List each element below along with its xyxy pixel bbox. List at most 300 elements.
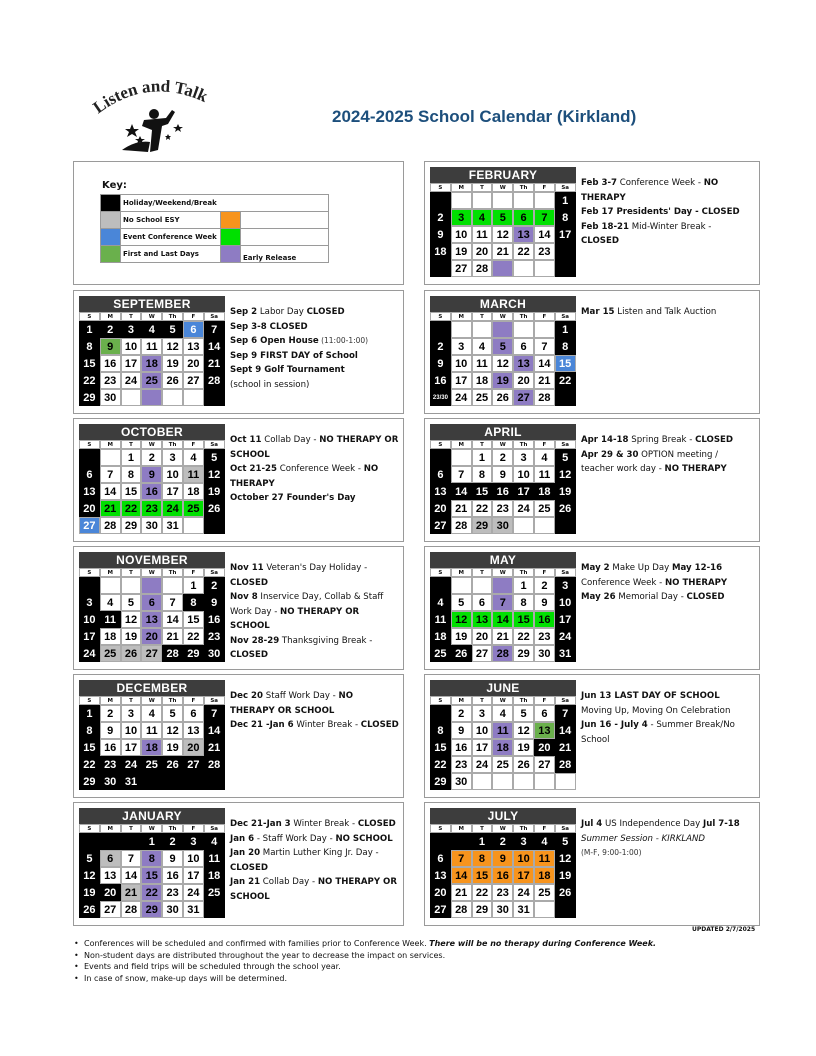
month-panel-june [424, 674, 760, 798]
note-text: Make Up Day [609, 563, 672, 573]
day-cell: 24 [79, 645, 100, 662]
weekday-header: S [430, 696, 451, 705]
weekday-header: M [451, 568, 472, 577]
day-cell: 3 [451, 209, 472, 226]
day-cell: 18 [141, 739, 162, 756]
day-cell: 6 [430, 466, 451, 483]
day-cell: 18 [472, 372, 493, 389]
weekday-header: S [430, 312, 451, 321]
day-cell: 28 [555, 756, 576, 773]
note-line [230, 875, 400, 904]
weekday-header: W [492, 312, 513, 321]
day-cell: 9 [492, 466, 513, 483]
day-cell: 23 [451, 756, 472, 773]
footnote: • Non-student days are distributed throughout the year to decrease the impact on services. [74, 950, 774, 962]
key-blank-2 [241, 229, 329, 246]
day-cell: 13 [472, 611, 493, 628]
month-panel-january [73, 802, 404, 926]
day-cell [204, 773, 225, 790]
note-bold: Apr 14-18 [581, 435, 629, 445]
day-cell [513, 773, 534, 790]
weekday-header: S [430, 824, 451, 833]
month-calendar [79, 680, 225, 790]
day-cell: 15 [141, 867, 162, 884]
day-cell: 10 [121, 338, 142, 355]
day-cell: 15 [430, 739, 451, 756]
day-cell: 25 [492, 756, 513, 773]
day-cell: 5 [79, 850, 100, 867]
day-cell: 21 [555, 739, 576, 756]
month-notes [230, 817, 400, 904]
day-cell: 6 [183, 321, 204, 338]
day-cell: 13 [100, 867, 121, 884]
day-cell: 15 [121, 483, 142, 500]
day-cell [430, 577, 451, 594]
day-cell: 19 [79, 884, 100, 901]
note-bold: Dec 20 [230, 691, 264, 701]
month-panel-december [73, 674, 404, 798]
weekday-header: Sa [204, 312, 225, 321]
day-cell: 14 [451, 867, 472, 884]
note-line [230, 334, 400, 349]
day-cell: 7 [451, 850, 472, 867]
day-cell: 11 [100, 611, 121, 628]
day-cell: 9 [141, 466, 162, 483]
day-cell: 2 [141, 449, 162, 466]
day-cell: 13 [183, 338, 204, 355]
day-cell: 9 [430, 226, 451, 243]
note-bold2: NO THERAPY [664, 464, 727, 474]
note-bold: May 26 [581, 592, 616, 602]
day-cell: 24 [162, 500, 183, 517]
logo [92, 80, 212, 158]
day-cell: 19 [451, 243, 472, 260]
day-cell: 21 [492, 628, 513, 645]
day-cell [162, 577, 183, 594]
weekday-header: T [472, 183, 493, 192]
day-cell: 14 [162, 611, 183, 628]
month-grid [430, 440, 576, 534]
month-title: JANUARY [79, 808, 225, 824]
day-cell [472, 192, 493, 209]
day-cell: 20 [472, 243, 493, 260]
note-line [230, 349, 400, 364]
day-cell: 31 [121, 773, 142, 790]
day-cell: 23 [100, 372, 121, 389]
day-cell: 17 [183, 867, 204, 884]
weekday-header: T [472, 824, 493, 833]
day-cell: 12 [451, 611, 472, 628]
day-cell [555, 901, 576, 918]
day-cell: 1 [513, 577, 534, 594]
month-title: SEPTEMBER [79, 296, 225, 312]
day-cell: 3 [79, 594, 100, 611]
weekday-header: M [100, 568, 121, 577]
day-cell: 12 [121, 611, 142, 628]
note-bold: Dec 21 -Jan 6 [230, 720, 294, 730]
note-text: Thanksgiving Break - [279, 635, 373, 646]
day-cell: 20 [79, 500, 100, 517]
day-cell: 26 [204, 500, 225, 517]
day-cell [451, 192, 472, 209]
note-bold: Nov 28-29 [230, 635, 280, 646]
day-cell: 31 [183, 901, 204, 918]
day-cell: 22 [430, 756, 451, 773]
note-bold2: NO THERAPY OR SCHOOL [230, 691, 354, 716]
day-cell: 4 [472, 209, 493, 226]
day-cell [162, 773, 183, 790]
day-cell: 28 [100, 517, 121, 534]
day-cell: 26 [451, 645, 472, 662]
day-cell: 16 [492, 867, 513, 884]
day-cell [79, 577, 100, 594]
day-cell: 25 [534, 884, 555, 901]
month-calendar [79, 808, 225, 918]
day-cell: 27 [534, 756, 555, 773]
month-panel-february [424, 161, 760, 285]
day-cell: 22 [555, 372, 576, 389]
day-cell: 10 [555, 594, 576, 611]
day-cell: 28 [204, 756, 225, 773]
day-cell: 25 [534, 500, 555, 517]
weekday-header: F [534, 183, 555, 192]
day-cell: 16 [492, 483, 513, 500]
day-cell: 10 [79, 611, 100, 628]
day-cell: 6 [430, 850, 451, 867]
month-title: APRIL [430, 424, 576, 440]
footnote: • Events and field trips will be scheduled through the school year. [74, 961, 774, 973]
note-line [230, 689, 400, 718]
day-cell: 18 [534, 867, 555, 884]
note-line [230, 718, 400, 733]
key-conference-label: Event Conference Week [121, 229, 221, 246]
day-cell: 1 [79, 321, 100, 338]
day-cell: 17 [121, 739, 142, 756]
day-cell [492, 260, 513, 277]
month-calendar [430, 424, 576, 534]
day-cell: 9 [451, 722, 472, 739]
note-bold: Mar 15 [581, 307, 615, 317]
day-cell: 28 [121, 901, 142, 918]
day-cell: 22 [79, 756, 100, 773]
day-cell: 12 [162, 722, 183, 739]
month-calendar [430, 167, 576, 277]
note-text: Spring Break - [628, 435, 696, 445]
day-cell: 27 [430, 517, 451, 534]
note-italic: Summer Session - KIRKLAND [581, 833, 706, 844]
day-cell: 12 [555, 466, 576, 483]
note-bold: Jan 6 [230, 833, 255, 844]
note-sub: (11:00-1:00) [318, 336, 369, 345]
month-panel-october [73, 418, 404, 542]
weekday-header: S [79, 568, 100, 577]
day-cell: 18 [534, 483, 555, 500]
weekday-header: T [121, 824, 142, 833]
day-cell: 1 [141, 833, 162, 850]
swatch-green [221, 229, 241, 246]
day-cell: 2 [100, 705, 121, 722]
day-cell: 17 [513, 867, 534, 884]
day-cell: 24 [513, 500, 534, 517]
day-cell [555, 389, 576, 406]
month-title: OCTOBER [79, 424, 225, 440]
weekday-header: Th [513, 440, 534, 449]
day-cell: 13 [513, 355, 534, 372]
weekday-header: S [430, 440, 451, 449]
note-bold: Feb 18-21 [581, 221, 629, 232]
day-cell: 3 [451, 338, 472, 355]
note-text: Mid-Winter Break - [628, 221, 712, 232]
day-cell: 7 [534, 209, 555, 226]
day-cell: 13 [183, 722, 204, 739]
note-bold2: CLOSED [360, 720, 399, 730]
weekday-header: T [121, 568, 142, 577]
day-cell: 19 [492, 372, 513, 389]
note-text: Conference Week - [277, 464, 364, 474]
note-bold: Feb 3-7 [581, 178, 618, 188]
note-bold: Nov 11 [230, 563, 264, 573]
day-cell [534, 901, 555, 918]
day-cell: 6 [79, 466, 100, 483]
updated-label: UPDATED 2/7/2025 [692, 926, 756, 933]
swatch-holiday [101, 195, 121, 212]
day-cell [183, 389, 204, 406]
note-text: - Summer Break/No School [581, 720, 735, 745]
day-cell: 18 [430, 628, 451, 645]
note-text: Winter Break - [290, 819, 358, 829]
day-cell [204, 389, 225, 406]
month-calendar [79, 552, 225, 662]
key-table [100, 194, 329, 263]
note-text: (school in session) [230, 379, 310, 390]
swatch-early-release [221, 246, 241, 263]
day-cell [430, 449, 451, 466]
day-cell: 1 [555, 321, 576, 338]
footnote: • Conferences will be scheduled and confirmed with families prior to Conference Week. There will be no therapy during Conference Week. [74, 938, 774, 950]
day-cell: 7 [534, 338, 555, 355]
weekday-header: W [492, 824, 513, 833]
day-cell: 23 [141, 500, 162, 517]
note-bold2: CLOSED [686, 592, 725, 602]
day-cell: 25 [141, 372, 162, 389]
note-bold2: NO THERAPY OR SCHOOL [230, 606, 360, 631]
note-text: Conference Week - [581, 577, 665, 588]
day-cell: 16 [204, 611, 225, 628]
weekday-header: W [141, 824, 162, 833]
day-cell: 5 [162, 321, 183, 338]
note-line [581, 718, 751, 747]
day-cell: 11 [141, 722, 162, 739]
day-cell: 3 [513, 449, 534, 466]
weekday-header: F [183, 312, 204, 321]
day-cell: 30 [492, 901, 513, 918]
day-cell: 5 [555, 833, 576, 850]
day-cell: 21 [451, 884, 472, 901]
day-cell: 25 [141, 756, 162, 773]
day-cell: 3 [472, 705, 493, 722]
day-cell: 19 [555, 867, 576, 884]
note-line [581, 832, 751, 847]
weekday-header: Th [162, 568, 183, 577]
day-cell: 25 [100, 645, 121, 662]
note-line [581, 433, 751, 448]
day-cell: 10 [472, 722, 493, 739]
day-cell: 1 [472, 833, 493, 850]
day-cell [451, 833, 472, 850]
month-calendar [430, 808, 576, 918]
day-cell: 30 [100, 773, 121, 790]
day-cell: 3 [121, 705, 142, 722]
note-line [581, 576, 751, 591]
day-cell: 8 [79, 722, 100, 739]
weekday-header: Sa [555, 183, 576, 192]
day-cell: 4 [100, 594, 121, 611]
day-cell: 9 [204, 594, 225, 611]
weekday-header: F [534, 440, 555, 449]
day-cell: 16 [430, 372, 451, 389]
note-bold2: NO THERAPY OR SCHOOL [230, 877, 397, 902]
day-cell: 11 [183, 466, 204, 483]
day-cell: 15 [555, 355, 576, 372]
month-panel-november [73, 546, 404, 670]
day-cell: 28 [451, 901, 472, 918]
key-panel [73, 161, 404, 285]
note-text: Moving Up, Moving On Celebration [581, 705, 731, 716]
weekday-header: Sa [555, 696, 576, 705]
day-cell: 15 [472, 867, 493, 884]
note-line [581, 704, 751, 719]
day-cell [534, 260, 555, 277]
day-cell: 4 [430, 594, 451, 611]
day-cell: 19 [555, 483, 576, 500]
day-cell: 17 [451, 372, 472, 389]
note-bold2: CLOSED [230, 577, 268, 588]
note-line [581, 846, 751, 861]
day-cell: 11 [534, 466, 555, 483]
day-cell: 6 [141, 594, 162, 611]
day-cell: 23 [492, 884, 513, 901]
day-cell: 11 [472, 355, 493, 372]
weekday-header: M [451, 183, 472, 192]
day-cell: 5 [451, 594, 472, 611]
weekday-header: T [121, 312, 142, 321]
day-cell: 28 [162, 645, 183, 662]
month-grid [79, 568, 225, 662]
day-cell: 7 [492, 594, 513, 611]
note-line [230, 817, 400, 832]
day-cell: 3 [555, 577, 576, 594]
day-cell [472, 577, 493, 594]
day-cell: 27 [183, 756, 204, 773]
day-cell: 30 [534, 645, 555, 662]
day-cell: 22 [121, 500, 142, 517]
day-cell [121, 389, 142, 406]
weekday-header: W [141, 440, 162, 449]
day-cell [100, 577, 121, 594]
day-cell [451, 449, 472, 466]
note-text: Veteran's Day Holiday - [263, 563, 368, 573]
weekday-header: Th [513, 824, 534, 833]
day-cell: 4 [472, 338, 493, 355]
footnotes [74, 938, 774, 984]
weekday-header: W [141, 312, 162, 321]
day-cell: 28 [204, 372, 225, 389]
weekday-header: M [451, 696, 472, 705]
month-title: DECEMBER [79, 680, 225, 696]
day-cell: 12 [204, 466, 225, 483]
day-cell: 5 [513, 705, 534, 722]
day-cell: 14 [492, 611, 513, 628]
weekday-header: T [472, 696, 493, 705]
day-cell [430, 833, 451, 850]
weekday-header: W [492, 568, 513, 577]
day-cell: 2 [430, 209, 451, 226]
day-cell: 7 [121, 850, 142, 867]
day-cell: 13 [513, 226, 534, 243]
weekday-header: Sa [555, 568, 576, 577]
note-bold: October 27 Founder's Day [230, 493, 356, 503]
day-cell: 25 [183, 500, 204, 517]
day-cell: 28 [472, 260, 493, 277]
day-cell: 27 [513, 389, 534, 406]
day-cell: 10 [162, 466, 183, 483]
day-cell: 12 [79, 867, 100, 884]
weekday-header: T [472, 440, 493, 449]
day-cell: 14 [204, 338, 225, 355]
day-cell: 23 [534, 243, 555, 260]
day-cell: 1 [472, 449, 493, 466]
day-cell: 4 [141, 321, 162, 338]
note-bold: Jan 21 [230, 877, 261, 887]
month-title: JUNE [430, 680, 576, 696]
note-text: - Staff Work Day - [254, 833, 336, 844]
note-bold2: NO THERAPY OR SCHOOL [230, 435, 399, 460]
month-notes [581, 689, 751, 747]
day-cell: 13 [534, 722, 555, 739]
day-cell [555, 517, 576, 534]
day-cell [451, 577, 472, 594]
note-line [581, 561, 751, 576]
note-line [230, 561, 400, 590]
day-cell: 14 [204, 722, 225, 739]
note-bold: Sep 9 FIRST DAY of School [230, 350, 358, 361]
weekday-header: Th [513, 568, 534, 577]
day-cell [534, 192, 555, 209]
day-cell: 23 [162, 884, 183, 901]
day-cell: 5 [492, 209, 513, 226]
weekday-header: T [121, 696, 142, 705]
day-cell: 3 [183, 833, 204, 850]
day-cell: 1 [79, 705, 100, 722]
weekday-header: Sa [555, 440, 576, 449]
month-title: NOVEMBER [79, 552, 225, 568]
day-cell: 17 [555, 226, 576, 243]
month-grid [79, 824, 225, 918]
month-panel-april [424, 418, 760, 542]
day-cell: 31 [162, 517, 183, 534]
day-cell: 31 [513, 901, 534, 918]
day-cell: 12 [513, 722, 534, 739]
day-cell: 27 [430, 901, 451, 918]
day-cell [472, 773, 493, 790]
weekday-header: Sa [204, 696, 225, 705]
day-cell [79, 833, 100, 850]
day-cell: 4 [492, 705, 513, 722]
weekday-header: W [492, 440, 513, 449]
day-cell [534, 321, 555, 338]
day-cell: 29 [430, 773, 451, 790]
day-cell [534, 773, 555, 790]
